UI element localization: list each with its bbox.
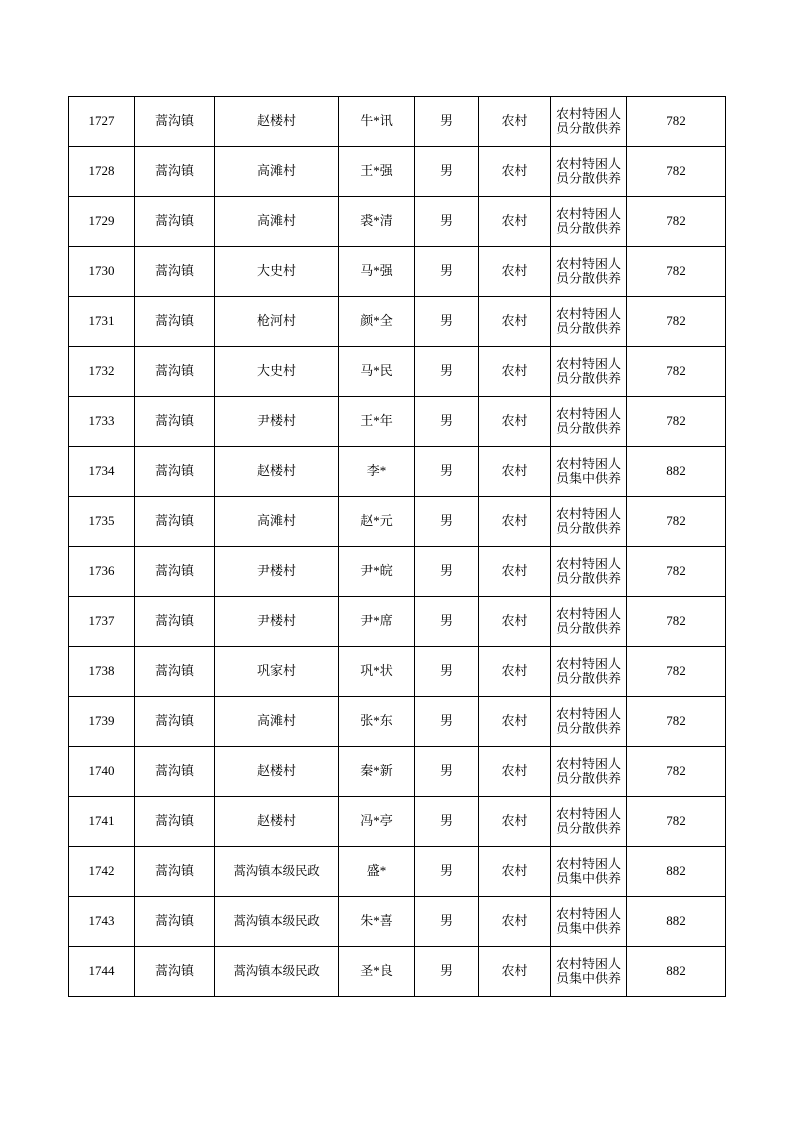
cell-name: 尹*席 bbox=[339, 597, 415, 647]
cell-category bbox=[551, 197, 627, 247]
cell-sex: 男 bbox=[415, 597, 479, 647]
cell-name: 尹*皖 bbox=[339, 547, 415, 597]
cell-town: 蒿沟镇 bbox=[135, 897, 215, 947]
category-text: 农村特困人员分散供养 bbox=[555, 206, 621, 235]
cell-town: 蒿沟镇 bbox=[135, 597, 215, 647]
cell-name: 李* bbox=[339, 447, 415, 497]
cell-village: 枪河村 bbox=[215, 297, 339, 347]
cell-sex: 男 bbox=[415, 347, 479, 397]
cell-seq: 1733 bbox=[69, 397, 135, 447]
cell-name: 王*强 bbox=[339, 147, 415, 197]
cell-amount: 782 bbox=[627, 347, 726, 397]
cell-village: 巩家村 bbox=[215, 647, 339, 697]
table-row bbox=[69, 447, 726, 497]
category-text: 农村特困人员集中供养 bbox=[555, 856, 621, 885]
cell-hukou: 农村 bbox=[479, 797, 551, 847]
cell-seq: 1741 bbox=[69, 797, 135, 847]
table-row bbox=[69, 947, 726, 997]
cell-hukou: 农村 bbox=[479, 97, 551, 147]
cell-hukou: 农村 bbox=[479, 597, 551, 647]
cell-hukou: 农村 bbox=[479, 697, 551, 747]
cell-sex: 男 bbox=[415, 297, 479, 347]
cell-hukou: 农村 bbox=[479, 897, 551, 947]
cell-town: 蒿沟镇 bbox=[135, 397, 215, 447]
cell-village: 尹楼村 bbox=[215, 597, 339, 647]
cell-category bbox=[551, 397, 627, 447]
table-row bbox=[69, 897, 726, 947]
table-row bbox=[69, 697, 726, 747]
table-row bbox=[69, 497, 726, 547]
cell-village: 赵楼村 bbox=[215, 797, 339, 847]
cell-amount: 782 bbox=[627, 797, 726, 847]
cell-village: 赵楼村 bbox=[215, 97, 339, 147]
category-text: 农村特困人员分散供养 bbox=[555, 406, 621, 435]
cell-seq: 1740 bbox=[69, 747, 135, 797]
category-text: 农村特困人员分散供养 bbox=[555, 306, 621, 335]
cell-town: 蒿沟镇 bbox=[135, 947, 215, 997]
cell-category bbox=[551, 897, 627, 947]
cell-amount: 782 bbox=[627, 97, 726, 147]
cell-seq: 1728 bbox=[69, 147, 135, 197]
table-row bbox=[69, 297, 726, 347]
cell-sex: 男 bbox=[415, 147, 479, 197]
cell-hukou: 农村 bbox=[479, 197, 551, 247]
cell-seq: 1738 bbox=[69, 647, 135, 697]
cell-hukou: 农村 bbox=[479, 147, 551, 197]
cell-hukou: 农村 bbox=[479, 647, 551, 697]
cell-seq: 1737 bbox=[69, 597, 135, 647]
cell-amount: 782 bbox=[627, 397, 726, 447]
cell-village: 赵楼村 bbox=[215, 747, 339, 797]
cell-seq: 1727 bbox=[69, 97, 135, 147]
cell-sex: 男 bbox=[415, 947, 479, 997]
cell-seq: 1739 bbox=[69, 697, 135, 747]
cell-town: 蒿沟镇 bbox=[135, 547, 215, 597]
cell-name: 巩*状 bbox=[339, 647, 415, 697]
cell-sex: 男 bbox=[415, 397, 479, 447]
cell-town: 蒿沟镇 bbox=[135, 847, 215, 897]
cell-category bbox=[551, 447, 627, 497]
cell-name: 盛* bbox=[339, 847, 415, 897]
cell-town: 蒿沟镇 bbox=[135, 747, 215, 797]
cell-village: 大史村 bbox=[215, 347, 339, 397]
cell-name: 秦*新 bbox=[339, 747, 415, 797]
cell-name: 颜*全 bbox=[339, 297, 415, 347]
table-row bbox=[69, 547, 726, 597]
cell-category bbox=[551, 597, 627, 647]
cell-category bbox=[551, 747, 627, 797]
category-text: 农村特困人员分散供养 bbox=[555, 156, 621, 185]
table-row bbox=[69, 247, 726, 297]
category-text: 农村特困人员集中供养 bbox=[555, 956, 621, 985]
cell-village: 高滩村 bbox=[215, 147, 339, 197]
table-row bbox=[69, 97, 726, 147]
cell-amount: 782 bbox=[627, 597, 726, 647]
cell-village: 高滩村 bbox=[215, 497, 339, 547]
cell-town: 蒿沟镇 bbox=[135, 297, 215, 347]
cell-hukou: 农村 bbox=[479, 297, 551, 347]
category-text: 农村特困人员分散供养 bbox=[555, 606, 621, 635]
category-text: 农村特困人员分散供养 bbox=[555, 806, 621, 835]
table-row bbox=[69, 397, 726, 447]
cell-category bbox=[551, 847, 627, 897]
cell-sex: 男 bbox=[415, 697, 479, 747]
cell-sex: 男 bbox=[415, 497, 479, 547]
cell-category bbox=[551, 247, 627, 297]
cell-town: 蒿沟镇 bbox=[135, 797, 215, 847]
table-row bbox=[69, 747, 726, 797]
cell-name: 赵*元 bbox=[339, 497, 415, 547]
cell-sex: 男 bbox=[415, 97, 479, 147]
cell-category bbox=[551, 547, 627, 597]
cell-village: 高滩村 bbox=[215, 197, 339, 247]
cell-town: 蒿沟镇 bbox=[135, 447, 215, 497]
category-text: 农村特困人员分散供养 bbox=[555, 756, 621, 785]
cell-seq: 1731 bbox=[69, 297, 135, 347]
cell-amount: 782 bbox=[627, 297, 726, 347]
cell-village: 尹楼村 bbox=[215, 547, 339, 597]
category-text: 农村特困人员分散供养 bbox=[555, 556, 621, 585]
table-body bbox=[69, 97, 726, 997]
cell-category bbox=[551, 697, 627, 747]
cell-category bbox=[551, 297, 627, 347]
category-text: 农村特困人员集中供养 bbox=[555, 456, 621, 485]
cell-name: 马*强 bbox=[339, 247, 415, 297]
table-row bbox=[69, 847, 726, 897]
cell-sex: 男 bbox=[415, 797, 479, 847]
cell-seq: 1734 bbox=[69, 447, 135, 497]
cell-category bbox=[551, 497, 627, 547]
cell-seq: 1735 bbox=[69, 497, 135, 547]
cell-village: 蒿沟镇本级民政 bbox=[215, 847, 339, 897]
cell-town: 蒿沟镇 bbox=[135, 197, 215, 247]
cell-seq: 1729 bbox=[69, 197, 135, 247]
cell-sex: 男 bbox=[415, 247, 479, 297]
cell-category bbox=[551, 97, 627, 147]
table-row bbox=[69, 797, 726, 847]
cell-village: 尹楼村 bbox=[215, 397, 339, 447]
category-text: 农村特困人员集中供养 bbox=[555, 906, 621, 935]
cell-sex: 男 bbox=[415, 847, 479, 897]
beneficiary-table bbox=[68, 96, 726, 997]
cell-amount: 882 bbox=[627, 947, 726, 997]
cell-hukou: 农村 bbox=[479, 747, 551, 797]
cell-town: 蒿沟镇 bbox=[135, 247, 215, 297]
cell-name: 圣*良 bbox=[339, 947, 415, 997]
category-text: 农村特困人员分散供养 bbox=[555, 256, 621, 285]
cell-town: 蒿沟镇 bbox=[135, 97, 215, 147]
category-text: 农村特困人员分散供养 bbox=[555, 506, 621, 535]
cell-seq: 1736 bbox=[69, 547, 135, 597]
cell-hukou: 农村 bbox=[479, 247, 551, 297]
cell-seq: 1742 bbox=[69, 847, 135, 897]
cell-village: 蒿沟镇本级民政 bbox=[215, 947, 339, 997]
cell-name: 朱*喜 bbox=[339, 897, 415, 947]
cell-hukou: 农村 bbox=[479, 547, 551, 597]
cell-hukou: 农村 bbox=[479, 497, 551, 547]
cell-sex: 男 bbox=[415, 897, 479, 947]
cell-hukou: 农村 bbox=[479, 397, 551, 447]
cell-name: 王*年 bbox=[339, 397, 415, 447]
table-row bbox=[69, 147, 726, 197]
cell-seq: 1732 bbox=[69, 347, 135, 397]
cell-amount: 782 bbox=[627, 247, 726, 297]
cell-name: 牛*讯 bbox=[339, 97, 415, 147]
cell-town: 蒿沟镇 bbox=[135, 697, 215, 747]
cell-sex: 男 bbox=[415, 197, 479, 247]
cell-amount: 782 bbox=[627, 647, 726, 697]
cell-category bbox=[551, 647, 627, 697]
cell-town: 蒿沟镇 bbox=[135, 647, 215, 697]
cell-town: 蒿沟镇 bbox=[135, 347, 215, 397]
category-text: 农村特困人员分散供养 bbox=[555, 706, 621, 735]
cell-village: 赵楼村 bbox=[215, 447, 339, 497]
category-text: 农村特困人员分散供养 bbox=[555, 656, 621, 685]
cell-amount: 782 bbox=[627, 197, 726, 247]
cell-hukou: 农村 bbox=[479, 947, 551, 997]
category-text: 农村特困人员分散供养 bbox=[555, 356, 621, 385]
table-row bbox=[69, 197, 726, 247]
cell-town: 蒿沟镇 bbox=[135, 497, 215, 547]
cell-seq: 1744 bbox=[69, 947, 135, 997]
table-row bbox=[69, 647, 726, 697]
category-text: 农村特困人员分散供养 bbox=[555, 106, 621, 135]
cell-hukou: 农村 bbox=[479, 347, 551, 397]
cell-village: 高滩村 bbox=[215, 697, 339, 747]
table-row bbox=[69, 347, 726, 397]
cell-sex: 男 bbox=[415, 647, 479, 697]
cell-amount: 882 bbox=[627, 897, 726, 947]
cell-name: 马*民 bbox=[339, 347, 415, 397]
cell-name: 冯*亭 bbox=[339, 797, 415, 847]
cell-town: 蒿沟镇 bbox=[135, 147, 215, 197]
cell-amount: 782 bbox=[627, 497, 726, 547]
cell-sex: 男 bbox=[415, 547, 479, 597]
cell-amount: 782 bbox=[627, 147, 726, 197]
cell-hukou: 农村 bbox=[479, 447, 551, 497]
cell-category bbox=[551, 947, 627, 997]
cell-name: 裘*清 bbox=[339, 197, 415, 247]
cell-hukou: 农村 bbox=[479, 847, 551, 897]
cell-sex: 男 bbox=[415, 747, 479, 797]
cell-village: 蒿沟镇本级民政 bbox=[215, 897, 339, 947]
cell-amount: 882 bbox=[627, 447, 726, 497]
cell-sex: 男 bbox=[415, 447, 479, 497]
cell-category bbox=[551, 347, 627, 397]
cell-category bbox=[551, 147, 627, 197]
cell-village: 大史村 bbox=[215, 247, 339, 297]
cell-amount: 782 bbox=[627, 747, 726, 797]
cell-amount: 782 bbox=[627, 547, 726, 597]
cell-seq: 1743 bbox=[69, 897, 135, 947]
cell-category bbox=[551, 797, 627, 847]
cell-amount: 882 bbox=[627, 847, 726, 897]
cell-amount: 782 bbox=[627, 697, 726, 747]
cell-seq: 1730 bbox=[69, 247, 135, 297]
table-row bbox=[69, 597, 726, 647]
cell-name: 张*东 bbox=[339, 697, 415, 747]
